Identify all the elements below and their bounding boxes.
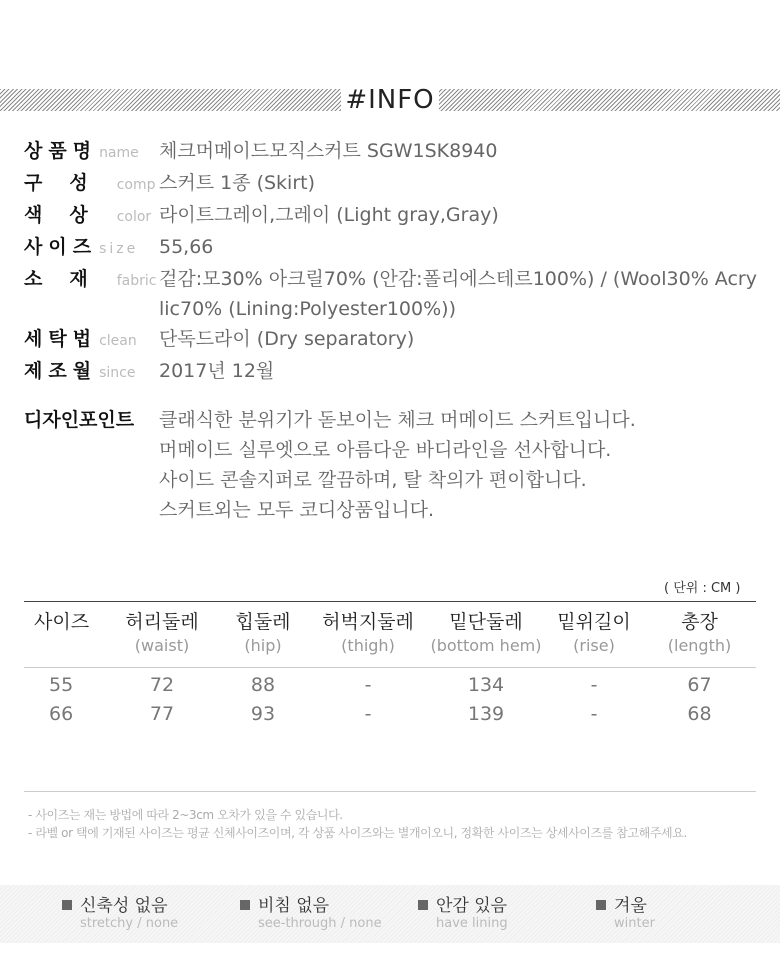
spec-label-en: size	[99, 241, 139, 257]
spec-row-comp	[24, 168, 759, 200]
spec-label-en: color	[116, 209, 152, 225]
table-cell: 72	[149, 674, 175, 696]
info-title: #INFO	[0, 84, 780, 116]
spec-label: 소재	[24, 268, 115, 290]
table-cell: 77	[149, 703, 175, 725]
feature-sub: see-through / none	[258, 916, 382, 931]
feature-label: 안감 있음	[436, 896, 508, 916]
spec-row-since	[24, 356, 759, 388]
note-line: - 라벨 or 택에 기재된 사이즈는 평균 신체사이즈이며, 각 상품 사이즈와는 별개이오니, 정확한 사이즈는 상세사이즈를 참고해주세요.	[28, 826, 687, 840]
note-line: - 사이즈는 재는 방법에 따라 2~3cm 오차가 있을 수 있습니다.	[28, 808, 343, 822]
header-thigh: 허벅지둘레 (thigh)	[309, 602, 427, 668]
spec-value: 단독드라이 (Dry separatory)	[159, 328, 415, 350]
square-bullet-icon	[596, 900, 606, 910]
square-bullet-icon	[62, 900, 72, 910]
table-cell: 55	[49, 674, 74, 696]
feature-bar	[0, 885, 780, 943]
table-cell: -	[364, 674, 372, 696]
table-cell: 88	[250, 674, 276, 696]
size-unit-label: ( 단위 : CM )	[664, 581, 741, 596]
spec-label-en: clean	[99, 333, 137, 349]
spec-label-en: name	[99, 145, 139, 161]
feature-lining	[418, 896, 508, 932]
table-cell: 66	[49, 703, 74, 725]
size-table	[24, 601, 756, 729]
table-row	[24, 668, 756, 701]
table-cell: -	[590, 674, 598, 696]
feature-sub: stretchy / none	[80, 916, 179, 931]
design-point	[24, 405, 636, 525]
size-table-header	[24, 602, 756, 668]
divider	[24, 791, 756, 792]
feature-label: 겨울	[614, 896, 647, 916]
feature-season	[596, 896, 655, 932]
header-length: 총장 (length)	[643, 602, 756, 668]
feature-stretch	[62, 896, 178, 932]
feature-sub: have lining	[436, 916, 508, 931]
header-hip: 힙둘레 (hip)	[217, 602, 309, 668]
feature-label: 비침 없음	[258, 896, 330, 916]
feature-see-through	[240, 896, 382, 932]
feature-label: 신축성 없음	[80, 896, 168, 916]
header-size: 사이즈	[24, 602, 107, 668]
spec-label-en: since	[99, 365, 136, 381]
spec-label-en: comp	[116, 177, 156, 193]
spec-value: 55,66	[159, 236, 214, 258]
table-cell: -	[590, 703, 598, 725]
size-notes	[28, 806, 687, 842]
table-cell: 134	[467, 674, 505, 696]
spec-value: 2017년 12월	[159, 360, 275, 382]
spec-row-fabric	[24, 264, 759, 324]
spec-value: 체크머메이드모직스커트 SGW1SK8940	[159, 140, 498, 162]
table-row	[24, 700, 756, 729]
design-point-label: 디자인포인트	[24, 409, 135, 431]
table-cell: 67	[687, 674, 712, 696]
spec-value: 라이트그레이,그레이 (Light gray,Gray)	[159, 204, 499, 226]
spec-value: 스커트 1종 (Skirt)	[159, 172, 316, 194]
design-line: 클래식한 분위기가 돋보이는 체크 머메이드 스커트입니다.	[159, 409, 636, 431]
table-cell: 68	[687, 703, 712, 725]
spec-row-clean	[24, 324, 759, 356]
design-line: 스커트외는 모두 코디상품입니다.	[159, 499, 435, 521]
spec-label: 색상	[24, 204, 115, 226]
table-cell: 139	[467, 703, 505, 725]
spec-label: 사이즈	[24, 236, 98, 258]
spec-row-size	[24, 232, 759, 264]
header-bottom-hem: 밑단둘레 (bottom hem)	[427, 602, 545, 668]
spec-label: 구성	[24, 172, 115, 194]
design-line: 머메이드 실루엣으로 아름다운 바디라인을 선사합니다.	[159, 439, 612, 461]
square-bullet-icon	[418, 900, 428, 910]
feature-sub: winter	[614, 916, 655, 931]
header-rise: 밑위길이 (rise)	[545, 602, 643, 668]
header-waist: 허리둘레 (waist)	[107, 602, 217, 668]
design-line: 사이드 콘솔지퍼로 깔끔하며, 탈 착의가 편이합니다.	[159, 469, 587, 491]
spec-label: 제조월	[24, 360, 98, 382]
design-point-text	[159, 405, 636, 525]
spec-label: 상품명	[24, 140, 98, 162]
spec-value: 겉감:모30% 아크릴70% (안감:폴리에스테르100%) / (Wool30% Acrylic70% (Lining:Polyester100%))	[159, 268, 757, 320]
product-spec-list	[24, 136, 759, 388]
table-cell: 93	[250, 703, 276, 725]
square-bullet-icon	[240, 900, 250, 910]
table-cell: -	[364, 703, 372, 725]
spec-row-color	[24, 200, 759, 232]
spec-row-name	[24, 136, 759, 168]
spec-label-en: fabric	[116, 273, 157, 289]
spec-label: 세탁법	[24, 328, 98, 350]
